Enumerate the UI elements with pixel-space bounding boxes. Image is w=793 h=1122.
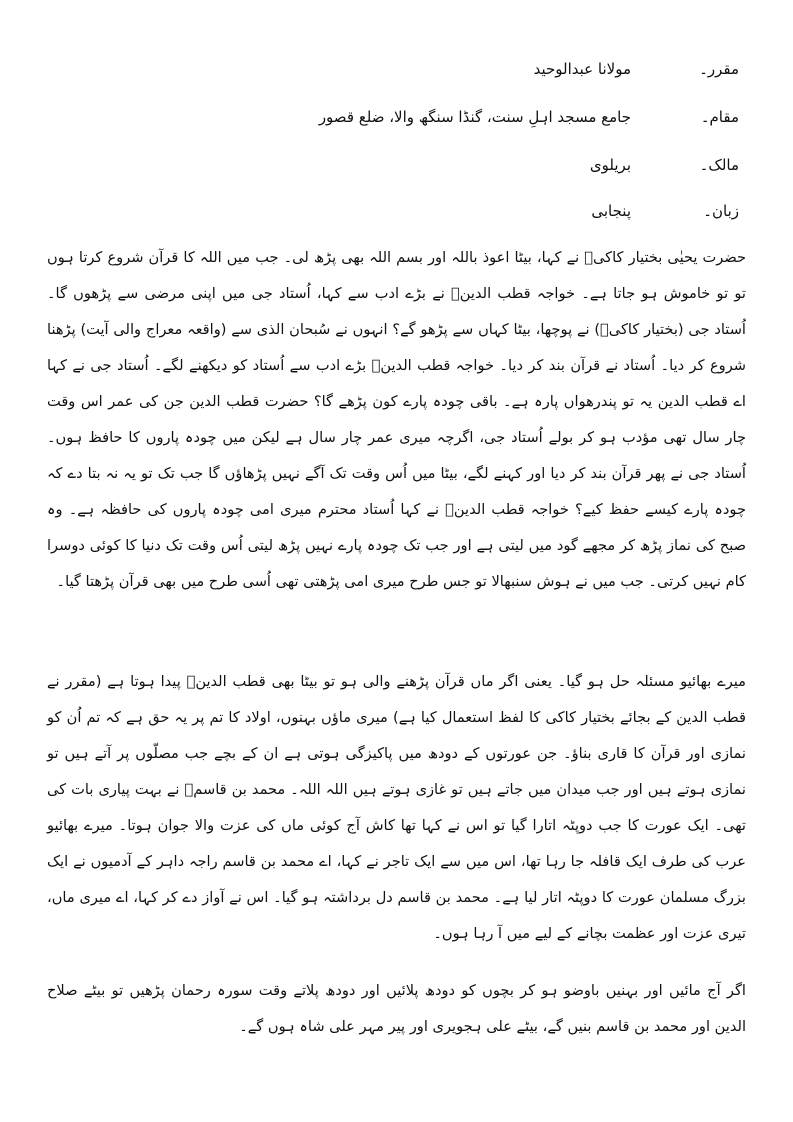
speaker-row <box>239 52 739 86</box>
speaker-label: مقرر۔ <box>699 60 739 78</box>
paragraph-1: حضرت یحیٰی بختیار کاکیؒ نے کہا، بیٹا اعوذ باللہ اور بسم اللہ بھی پڑھ لی۔ جب میں اللہ کا قرآن شروع کرتا ہوں تو تو خاموش ہو جاتا ہے۔ خواجہ قطب الدینؒ نے بڑے ادب سے کہا، اُستاد جی میں اپنی مرضی سے پڑھوں گا۔ اُستاد جی (بختیار کاکیؒ) نے پوچھا، بیٹا کہاں سے پڑھو گے؟ انہوں نے سُبحان الذی سے (واقعہ معراج والی آیت) پڑھنا شروع کر دیا۔ اُستاد نے قرآن بند کر دیا۔ خواجہ قطب الدینؒ بڑے ادب سے اُستاد کو دیکھنے لگے۔ اُستاد جی نے کہا اے قطب الدین یہ تو پندرھواں پارہ ہے۔ باقی چودہ پارے کون پڑھے گا؟ حضرت قطب الدین جن کی عمر اس وقت چار سال تھی مؤدب ہو کر بولے اُستاد جی، اگرچہ میری عمر چار سال ہے لیکن میں چودہ پاروں کا حافظ ہوں۔ اُستاد جی نے پھر قرآن بند کر دیا اور کہنے لگے، بیٹا میں اُس وقت تک آگے نہیں پڑھاؤں گا جب تک تو یہ نہ بتا دے کہ چودہ پارے کیسے حفظ کیے؟ خواجہ قطب الدینؒ نے کہا اُستاد محترم میری امی چودہ پاروں کی حافظہ ہے۔ وہ صبح کی نماز پڑھ کر مجھے گود میں لیتی ہے اور جب تک چودہ پارے نہیں پڑھ لیتی اُس وقت تک دنیا کا کوئی دوسرا کام نہیں کرتی۔ جب میں نے ہوش سنبھالا تو جس طرح میری امی پڑھتی تھی اُسی طرح میں بھی قرآن پڑھتا گیا۔ <box>47 248 746 590</box>
paragraph-3: اگر آج مائیں اور بہنیں باوضو ہو کر بچوں کو دودھ پلائیں اور دودھ پلاتے وقت سورہ رحمان پڑھیں تو بیٹے صلاح الدین اور محمد بن قاسم بنیں گے، بیٹے علی ہجویری اور پیر مہر علی شاہ ہوں گے۔ <box>47 981 746 1035</box>
paragraph-2: میرے بھائیو مسئلہ حل ہو گیا۔ یعنی اگر ماں قرآن پڑھنے والی ہو تو بیٹا بھی قطب الدینؒ پیدا ہوتا ہے (مقرر نے قطب الدین کے بجائے بختیار کاکی کا لفظ استعمال کیا ہے) میری ماؤں بہنوں، اولاد کا تم پر یہ حق ہے کہ تم اُن کو نمازی اور قرآن کا قاری بناؤ۔ جن عورتوں کے دودھ میں پاکیزگی ہوتی ہے ان کے بچے جب مصلّوں پر آتے ہیں تو نمازی ہوتے ہیں اور جب میدان میں جاتے ہیں تو غازی ہوتے ہیں اللہ اللہ۔ محمد بن قاسمؒ نے بہت پیاری بات کی تھی۔ ایک عورت کا جب دوپٹہ اتارا گیا تو اس نے کہا تھا کاش آج کوئی ماں کی عزت والا جوان ہوتا۔ میرے بھائیو عرب کی طرف ایک قافلہ جا رہا تھا، اس میں سے ایک تاجر نے کہا، اے محمد بن قاسم راجہ داہر کے آدمیوں نے ایک بزرگ مسلمان عورت کا دوپٹہ اتار لیا ہے۔ محمد بن قاسم دل برداشتہ ہو گیا۔ اس نے آواز دے کر کہا، اے میری ماں، تیری عزت اور عظمت بچانے کے لیے میں آ رہا ہوں۔ <box>47 672 746 942</box>
sect-row <box>239 148 739 182</box>
sect-value: بریلوی <box>589 156 631 174</box>
place-label: مقام۔ <box>700 108 739 126</box>
language-row <box>239 194 739 228</box>
speaker-value: مولانا عبدالوحید <box>533 60 631 78</box>
language-label: زبان۔ <box>703 202 739 220</box>
place-value: جامع مسجد اہلِ سنت، گنڈا سنگھ والا، ضلع قصور <box>318 108 631 126</box>
sect-label: مالک۔ <box>699 156 739 174</box>
place-row <box>239 100 739 134</box>
language-value: پنجابی <box>591 202 631 220</box>
